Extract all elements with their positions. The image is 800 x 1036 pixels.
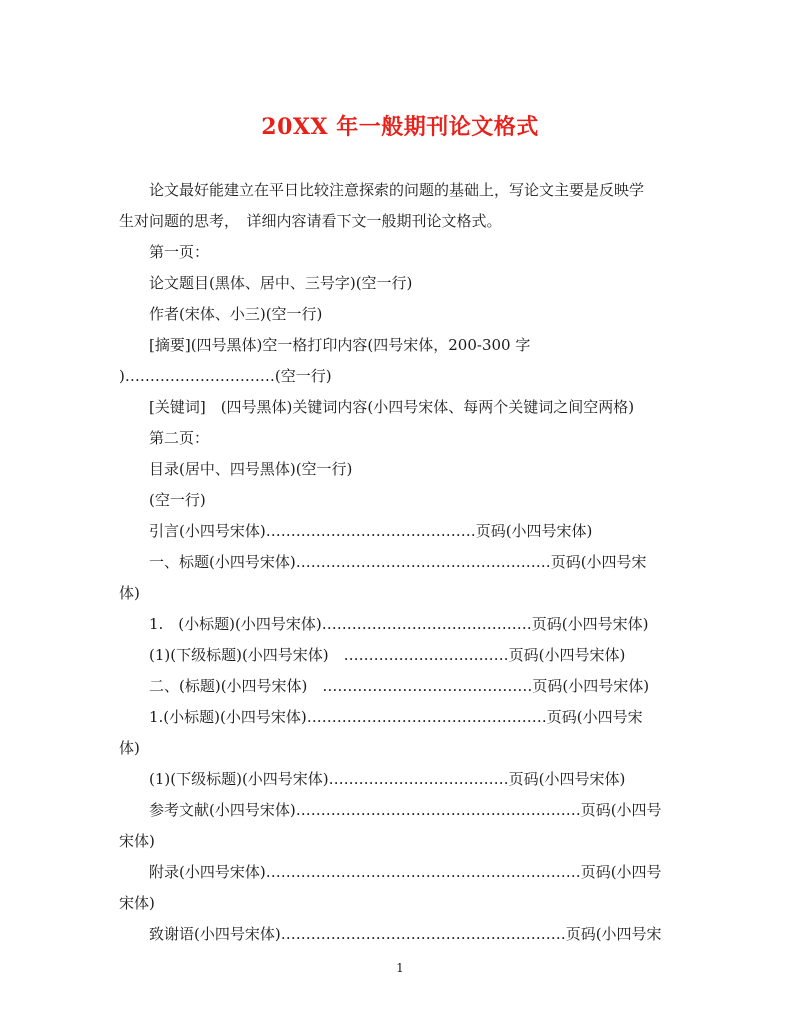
text-line: 附录(小四号宋体)………………………………………………………页码(小四号 bbox=[119, 863, 662, 881]
text-line: 目录(居中、四号黑体)(空一行) bbox=[119, 460, 353, 478]
page-number: 1 bbox=[396, 961, 404, 975]
text-line: 一、标题(小四号宋体)……………………………………………页码(小四号宋 bbox=[119, 553, 647, 571]
text-line: 1. (小标题)(小四号宋体)……………………………………页码(小四号宋体) bbox=[119, 615, 649, 633]
text-line: 致谢语(小四号宋体)…………………………………………………页码(小四号宋 bbox=[119, 925, 662, 943]
text-line: (1)(下级标题)(小四号宋体)………………………………页码(小四号宋体) bbox=[119, 770, 626, 788]
text-line: 1.(小标题)(小四号宋体)…………………………………………页码(小四号宋 bbox=[119, 708, 643, 726]
text-line: 宋体) bbox=[119, 832, 155, 850]
text-line: 二、(标题)(小四号宋体) ……………………………………页码(小四号宋体) bbox=[119, 677, 650, 695]
text-line: (空一行) bbox=[119, 491, 206, 509]
text-line: 论文最好能建立在平日比较注意探索的问题的基础上，写论文主要是反映学 bbox=[119, 181, 645, 199]
text-line: [摘要](四号黑体)空一格打印内容(四号宋体，200-300 字 bbox=[119, 336, 531, 354]
text-line: 体) bbox=[119, 584, 140, 602]
text-line: 第二页： bbox=[119, 429, 210, 447]
text-line: 第一页： bbox=[119, 243, 210, 261]
document-title: 20XX 年一般期刊论文格式 bbox=[261, 114, 539, 140]
text-line: 体) bbox=[119, 739, 140, 757]
text-line: 作者(宋体、小三)(空一行) bbox=[119, 305, 323, 323]
text-line: [关键词] (四号黑体)关键词内容(小四号宋体、每两个关键词之间空两格) bbox=[119, 398, 635, 416]
text-line: (1)(下级标题)(小四号宋体) ……………………………页码(小四号宋体) bbox=[119, 646, 626, 664]
text-line: 宋体) bbox=[119, 894, 155, 912]
text-line: 生对问题的思考， 详细内容请看下文一般期刊论文格式。 bbox=[119, 212, 502, 230]
text-line: 参考文献(小四号宋体)…………………………………………………页码(小四号 bbox=[119, 801, 662, 819]
text-line: 引言(小四号宋体)……………………………………页码(小四号宋体) bbox=[119, 522, 593, 540]
text-line: )…………………………(空一行) bbox=[119, 367, 332, 385]
text-line: 论文题目(黑体、居中、三号字)(空一行) bbox=[119, 274, 413, 292]
